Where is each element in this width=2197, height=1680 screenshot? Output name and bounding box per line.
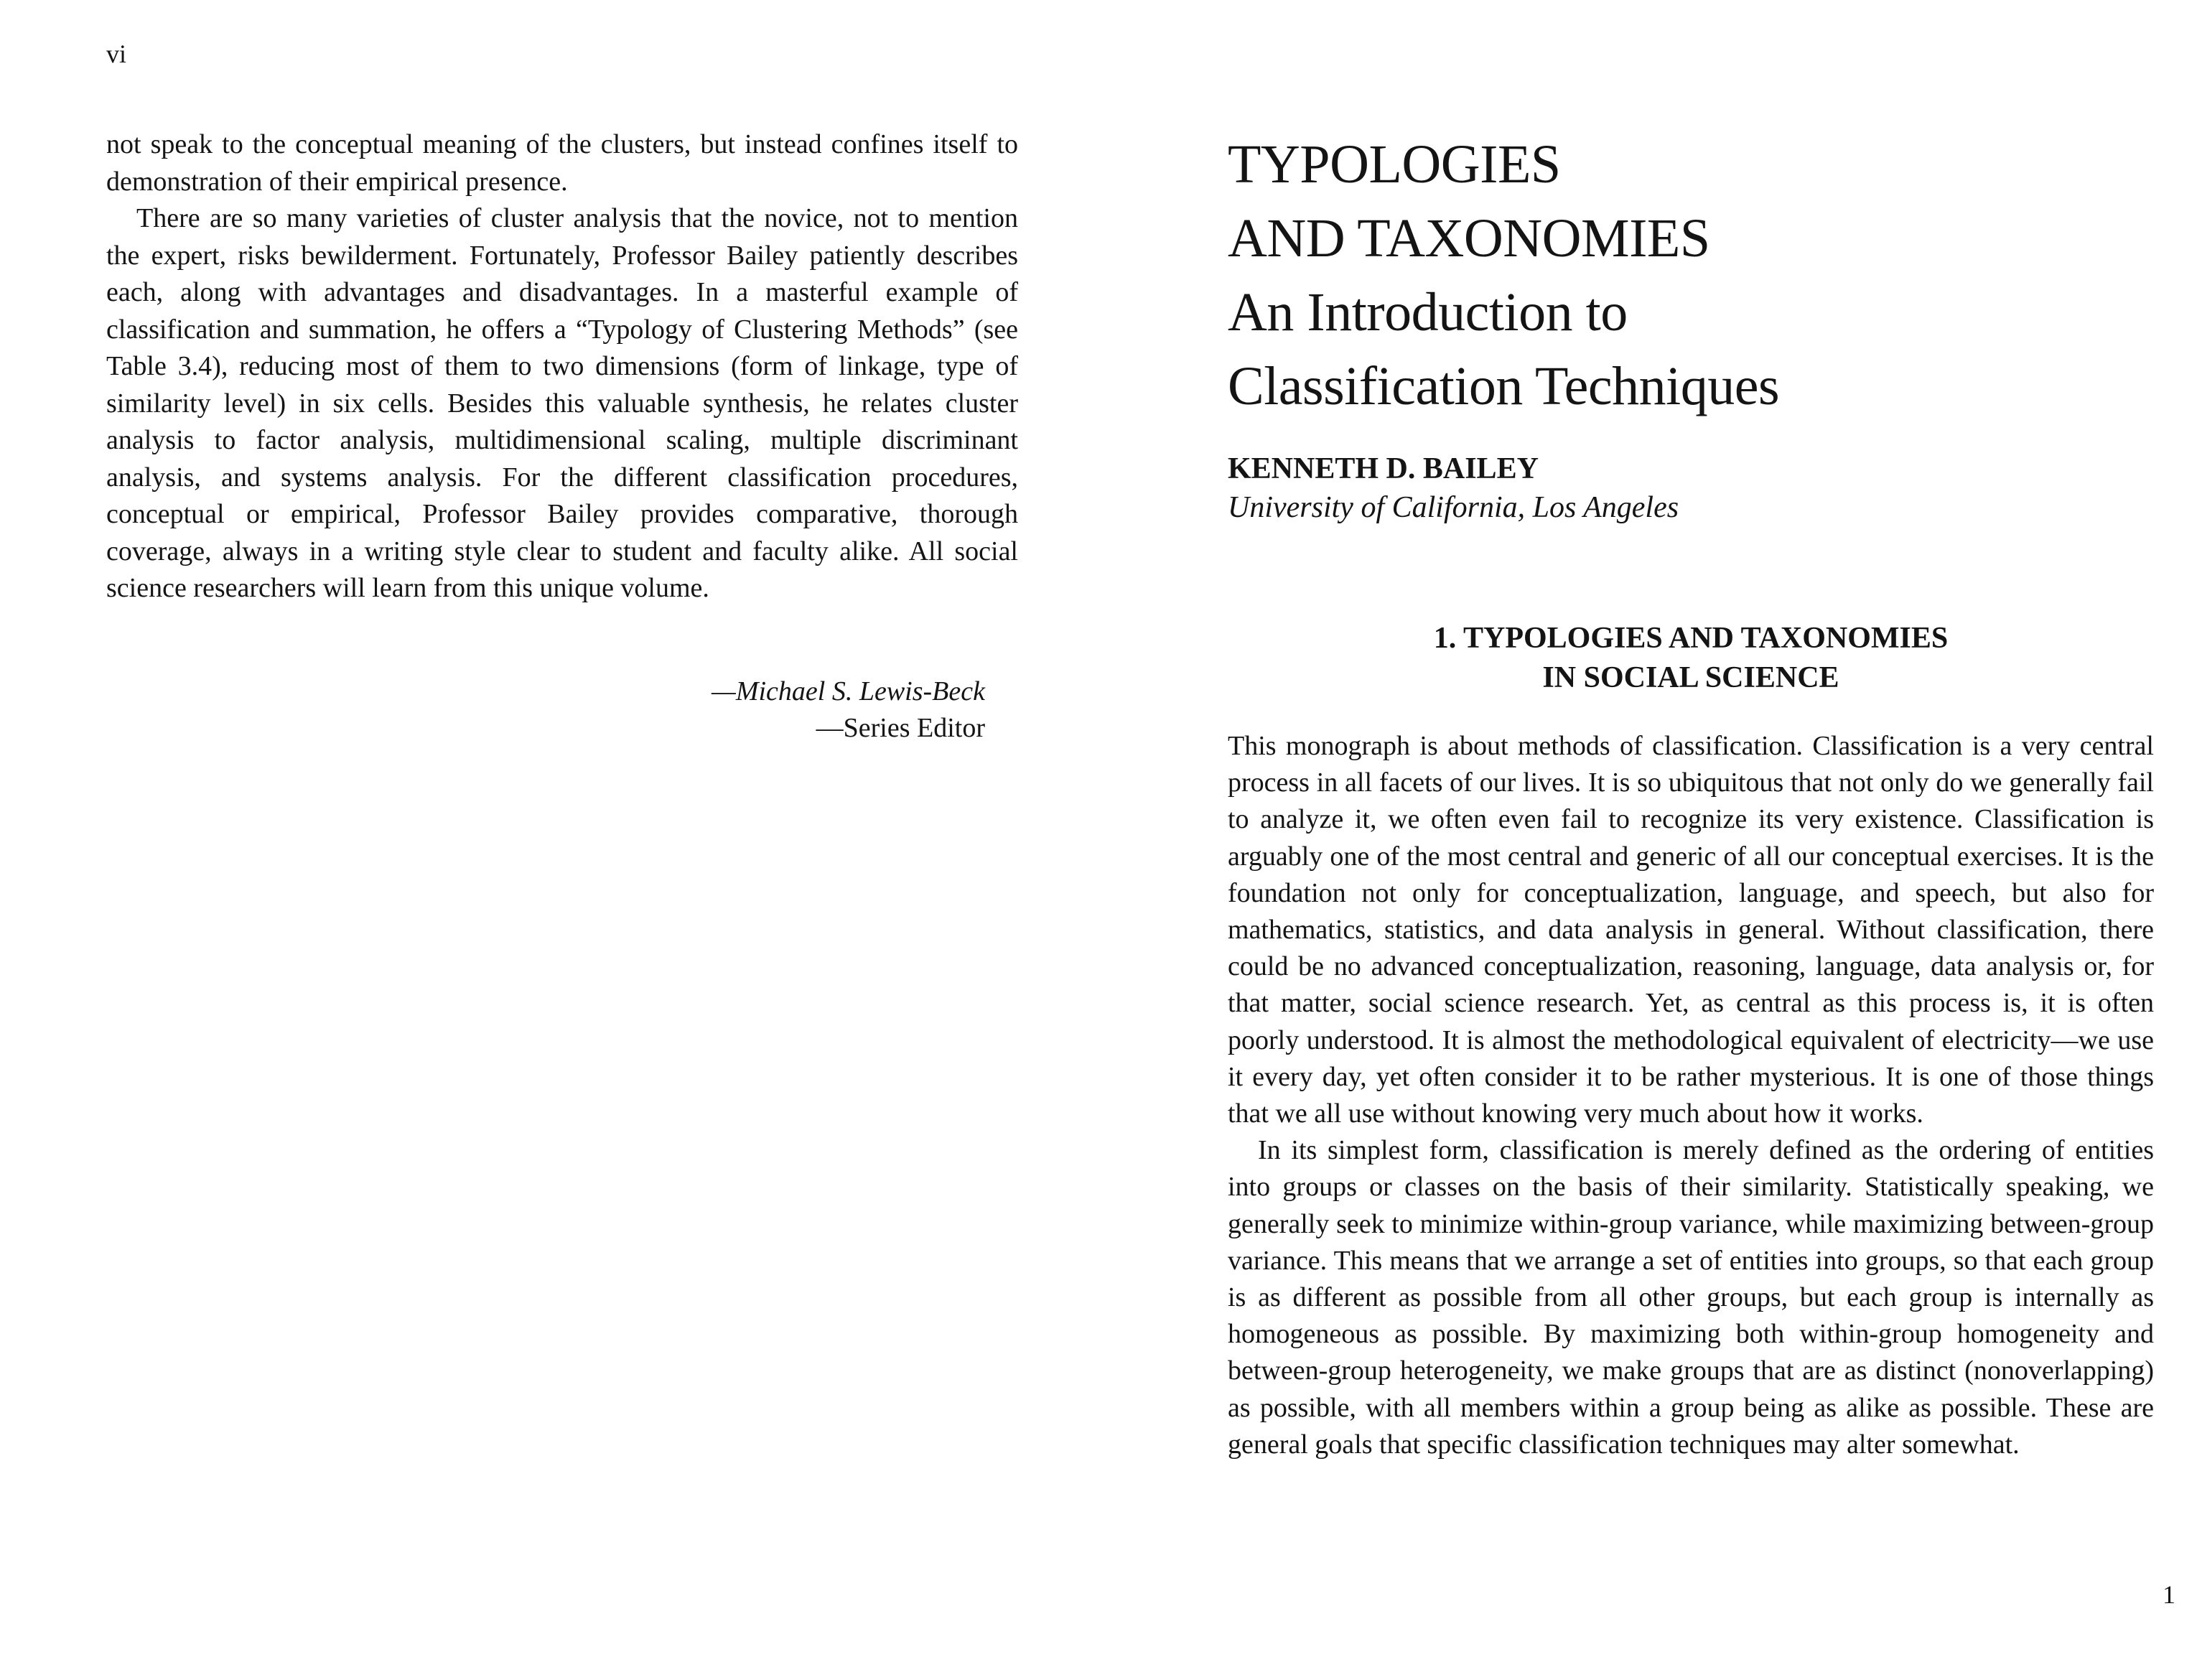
subtitle-line-1: An Introduction to bbox=[1228, 282, 1628, 342]
title-line-2: AND TAXONOMIES bbox=[1228, 208, 1710, 269]
signature-name: —Michael S. Lewis-Beck bbox=[712, 676, 985, 706]
foreword-paragraph-1: not speak to the conceptual meaning of the clusters, but instead confines itself to demonstration of their empirical presence. bbox=[106, 129, 1018, 197]
book-title bbox=[1228, 128, 1779, 424]
section-heading bbox=[1228, 619, 2154, 698]
left-page bbox=[0, 0, 1098, 1680]
chapter-body bbox=[1228, 728, 2154, 1463]
title-line-1: TYPOLOGIES bbox=[1228, 134, 1561, 195]
right-page bbox=[1098, 0, 2197, 1680]
chapter-paragraph-2: In its simplest form, classification is merely defined as the ordering of entities into groups or classes on the basis of their similarity. Statistically speaking, we generally seek to minimize within-group variance, while maximizing between-group variance. This means that we arrange a set of entities into groups, so that each group is as different as possible from all other groups, but each group is internally as homogeneous as possible. By maximizing both within-group homogeneity and between-group heterogeneity, we make groups that are as distinct (nonoverlapping) as possible, with all members within a group being as alike as possible. These are general goals that specific classification techniques may alter somewhat. bbox=[1228, 1135, 2154, 1460]
page-number-left: vi bbox=[106, 39, 127, 68]
author-affiliation: University of California, Los Angeles bbox=[1228, 491, 1679, 524]
signature-title: —Series Editor bbox=[816, 713, 985, 743]
author-name: KENNETH D. BAILEY bbox=[1228, 452, 1539, 485]
foreword-paragraph-2: There are so many varieties of cluster analysis that the novice, not to mention the expert, risks bewilderment. Fortunately, Professor Bailey patiently describes each, along with advantages and disadvantages. In a masterful example of classification and summation, he offers a “Typology of Clustering Methods” (see Table 3.4), reducing most of them to two dimensions (form of linkage, type of similarity level) in six cells. Besides this valuable synthesis, he relates cluster analysis to factor analysis, multidimensional scaling, multiple discriminant analysis, and systems analysis. For the different classification procedures, conceptual or empirical, Professor Bailey provides comparative, thorough coverage, always in a writing style clear to student and faculty alike. All social science researchers will learn from this unique volume. bbox=[106, 203, 1018, 603]
author-block bbox=[1228, 449, 1679, 527]
foreword-body bbox=[106, 126, 1018, 607]
subtitle-line-2: Classification Techniques bbox=[1228, 356, 1780, 416]
editor-signature bbox=[712, 673, 985, 747]
chapter-paragraph-1: This monograph is about methods of classification. Classification is a very central process in all facets of our lives. It is so ubiquitous that not only do we generally fail to analyze it, we often even fail to recognize its very existence. Classification is arguably one of the most central and generic of all our conceptual exercises. It is the foundation not only for conceptualization, language, and speech, but also for mathematics, statistics, and data analysis in general. Without classification, there could be no advanced conceptualization, reasoning, language, data analysis or, for that matter, social science research. Yet, as central as this process is, it is often poorly understood. It is almost the methodological equivalent of electricity—we use it every day, yet often consider it to be rather mysterious. It is one of those things that we all use without knowing very much about how it works. bbox=[1228, 731, 2154, 1129]
page-number-right: 1 bbox=[2163, 1580, 2175, 1609]
section-heading-line-1: 1. TYPOLOGIES AND TAXONOMIES bbox=[1433, 622, 1949, 655]
section-heading-line-2: IN SOCIAL SCIENCE bbox=[1542, 661, 1839, 694]
